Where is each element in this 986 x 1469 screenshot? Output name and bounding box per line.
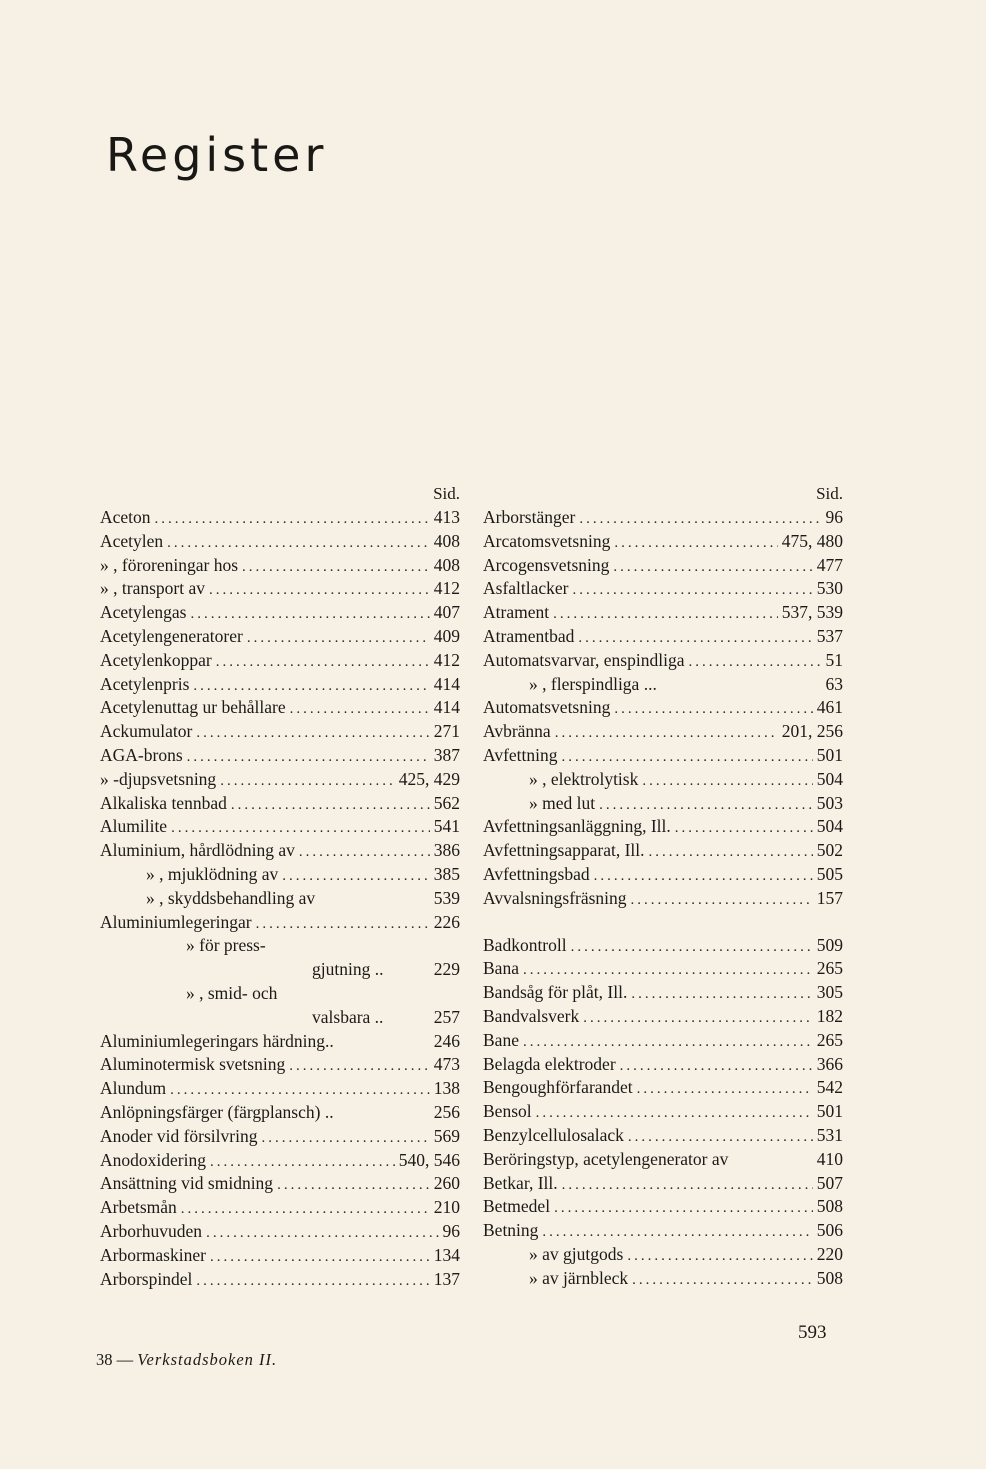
index-term: » -djupsvetsning (100, 768, 217, 789)
index-term: Bane (483, 1029, 519, 1050)
index-entry (483, 506, 843, 530)
index-term: » , skyddsbehandling av (146, 887, 316, 908)
index-term: Avvalsningsfräsning (483, 887, 627, 908)
leader-dots (632, 1269, 813, 1293)
index-term: Betmedel (483, 1196, 551, 1217)
leader-dots (187, 746, 430, 770)
leader-dots (542, 1221, 812, 1245)
index-page-ref: 157 (816, 887, 843, 908)
leader-dots (620, 1055, 813, 1079)
index-term: Avfettningsbad (483, 863, 590, 884)
index-entry (483, 720, 843, 744)
index-term: Belagda elektroder (483, 1053, 616, 1074)
index-term: Arbormaskiner (100, 1244, 206, 1265)
index-entry (483, 887, 843, 911)
index-term: Benzylcellulosalack (483, 1124, 624, 1145)
index-entry (100, 863, 460, 887)
index-term: Aceton (100, 507, 151, 527)
index-column-left (100, 482, 460, 1291)
index-page-ref: 96 (825, 507, 843, 527)
index-term: Ansättning vid smidning (100, 1173, 274, 1194)
index-page-ref: 407 (433, 602, 460, 623)
leader-dots (206, 1222, 438, 1246)
index-column-right (483, 482, 843, 1291)
leader-dots (299, 841, 430, 865)
index-page-ref: 201, 256 (781, 721, 843, 742)
leader-dots (627, 1245, 812, 1269)
index-term: Acetylenuttag ur behållare (100, 697, 286, 718)
index-page-ref: 134 (433, 1244, 460, 1265)
leader-dots (571, 936, 813, 960)
index-term: Anodoxidering (100, 1149, 206, 1170)
leader-dots (523, 1031, 813, 1055)
index-page-ref: 461 (816, 697, 843, 718)
leader-dots (649, 841, 813, 865)
index-term: Aluminium, hårdlödning av (100, 840, 295, 861)
index-entry (483, 957, 843, 981)
index-entry (483, 1053, 843, 1077)
index-page-ref: 271 (433, 721, 460, 742)
index-entry (100, 601, 460, 625)
leader-dots (536, 1102, 813, 1126)
index-entry (100, 1053, 460, 1077)
index-page-ref: 256 (433, 1101, 460, 1122)
index-entry (483, 1195, 843, 1219)
index-entry (100, 815, 460, 839)
index-page-ref: 531 (816, 1124, 843, 1145)
leader-dots (196, 1270, 429, 1294)
index-term: Arborspindel (100, 1268, 193, 1289)
leader-dots (231, 794, 430, 818)
index-term: Ackumulator (100, 721, 193, 742)
sid-label: Sid. (433, 484, 460, 503)
index-page-ref: 537 (816, 625, 843, 646)
index-entry (100, 696, 460, 720)
leader-dots (277, 1174, 430, 1198)
index-page-ref: 502 (816, 840, 843, 861)
leader-dots (614, 698, 812, 722)
index-entry (483, 673, 843, 697)
index-entry (483, 1267, 843, 1291)
index-term: Bana (483, 958, 519, 979)
index-entry (483, 1243, 843, 1267)
leader-dots (573, 579, 813, 603)
index-term: Beröringstyp, acetylengenerator av (483, 1148, 729, 1169)
index-term: Alumilite (100, 816, 168, 837)
index-term: Avfettningsapparat, Ill. (483, 840, 645, 861)
index-entry (100, 554, 460, 578)
index-page-ref: 385 (433, 863, 460, 884)
index-term: Acetylen (100, 530, 164, 551)
index-page-ref: 414 (433, 697, 460, 718)
index-entry (483, 863, 843, 887)
leader-dots (220, 770, 395, 794)
index-entry (483, 839, 843, 863)
leader-dots (242, 556, 430, 580)
index-page-ref: 541 (433, 816, 460, 837)
index-list-left (100, 506, 460, 1291)
index-term: Arbetsmån (100, 1197, 177, 1218)
index-page-ref: 537, 539 (781, 602, 843, 623)
index-entry (100, 1196, 460, 1220)
leader-dots (562, 746, 813, 770)
index-entry (100, 577, 460, 601)
index-entry (100, 1101, 460, 1125)
index-entry (100, 1077, 460, 1101)
index-term: Atrament (483, 602, 550, 623)
index-page-ref: 540, 546 (398, 1149, 460, 1170)
index-entry (483, 577, 843, 601)
index-page-ref: 507 (816, 1172, 843, 1193)
index-entry (483, 792, 843, 816)
index-page-ref: 539 (433, 887, 460, 908)
index-entry (483, 554, 843, 578)
index-term: AGA-brons (100, 744, 183, 765)
index-entry (100, 982, 460, 1006)
leader-dots (171, 817, 430, 841)
index-entry (100, 625, 460, 649)
index-term: Avbränna (483, 721, 551, 742)
index-page-ref: 569 (433, 1125, 460, 1146)
index-page-ref: 409 (433, 625, 460, 646)
leader-dots (210, 1151, 395, 1175)
page-number: 593 (798, 1322, 827, 1343)
index-page-ref: 257 (433, 1006, 460, 1027)
index-page-ref: 366 (816, 1053, 843, 1074)
index-page-ref: 386 (433, 840, 460, 861)
index-term: Arcatomsvetsning (483, 530, 611, 551)
leader-dots (290, 698, 430, 722)
index-term: Arborstänger (483, 507, 576, 527)
leader-dots (289, 1055, 430, 1079)
index-term: valsbara .. (312, 1006, 384, 1027)
index-entry (483, 1005, 843, 1029)
index-page-ref: 137 (433, 1268, 460, 1289)
index-entry (483, 1124, 843, 1148)
index-entry (100, 673, 460, 697)
index-entry (483, 1148, 843, 1172)
index-term: » för press- (186, 935, 266, 956)
index-page-ref: 210 (433, 1197, 460, 1218)
index-entry (483, 625, 843, 649)
index-term: Betning (483, 1220, 539, 1241)
leader-dots (614, 532, 777, 556)
index-term: » , elektrolytisk (529, 768, 639, 789)
index-page-ref: 506 (816, 1220, 843, 1241)
index-term: » , mjuklödning av (146, 863, 279, 884)
index-page-ref: 425, 429 (398, 768, 460, 789)
leader-dots (675, 817, 813, 841)
index-page-ref: 229 (433, 959, 460, 980)
index-term: Aluminotermisk svetsning (100, 1054, 286, 1075)
index-term: Automatsvetsning (483, 697, 611, 718)
index-page-ref: 220 (816, 1243, 843, 1264)
index-entry (100, 887, 460, 911)
index-page-ref: 503 (816, 792, 843, 813)
index-term: Aluminiumlegeringars härdning.. (100, 1030, 334, 1051)
index-entry (483, 934, 843, 958)
index-entry (483, 981, 843, 1005)
index-entry (483, 815, 843, 839)
index-page-ref: 412 (433, 649, 460, 670)
index-page-ref: 412 (433, 578, 460, 599)
index-page-ref: 265 (816, 1029, 843, 1050)
leader-dots (613, 556, 812, 580)
index-entry (483, 601, 843, 625)
leader-dots (628, 1126, 813, 1150)
index-entry (100, 792, 460, 816)
index-entry (100, 1125, 460, 1149)
leader-dots (631, 983, 812, 1007)
leader-dots (583, 1007, 813, 1031)
index-term: Automatsvarvar, enspindliga (483, 649, 685, 670)
index-term: Acetylenpris (100, 673, 190, 694)
index-entry (100, 744, 460, 768)
leader-dots (631, 889, 813, 913)
index-page-ref: 509 (816, 934, 843, 955)
index-term: Asfaltlacker (483, 578, 569, 599)
leader-dots (193, 675, 429, 699)
index-page-ref: 475, 480 (781, 530, 843, 551)
index-entry (100, 506, 460, 530)
index-term: Arcogensvetsning (483, 554, 610, 575)
index-entry (483, 768, 843, 792)
index-term: Betkar, Ill. (483, 1172, 558, 1193)
leader-dots (155, 508, 430, 532)
index-term: Alkaliska tennbad (100, 792, 227, 813)
leader-dots (216, 651, 430, 675)
index-page-ref: 504 (816, 768, 843, 789)
index-term: Atramentbad (483, 625, 575, 646)
index-page-ref: 414 (433, 673, 460, 694)
index-entry (100, 530, 460, 554)
index-term: » , föroreningar hos (100, 554, 239, 575)
index-entry (483, 1076, 843, 1100)
index-term: Bandsåg för plåt, Ill. (483, 982, 628, 1003)
leader-dots (642, 770, 812, 794)
leader-dots (562, 1174, 813, 1198)
index-entry (483, 744, 843, 768)
index-term: » av järnbleck (529, 1267, 629, 1288)
index-entry (483, 1172, 843, 1196)
index-term: » , flerspindliga ... (529, 673, 657, 694)
index-entry (483, 1100, 843, 1124)
leader-dots (210, 1246, 430, 1270)
index-entry (100, 911, 460, 935)
index-entry (100, 1006, 460, 1030)
index-page-ref: 408 (433, 554, 460, 575)
index-page-ref: 562 (433, 792, 460, 813)
index-page-ref: 410 (816, 1148, 843, 1169)
signature-number: 38 — (96, 1350, 134, 1369)
index-page-ref: 182 (816, 1005, 843, 1026)
index-page-ref: 265 (816, 958, 843, 979)
index-entry (100, 720, 460, 744)
index-term: gjutning .. (312, 959, 384, 980)
index-page-ref: 96 (442, 1220, 460, 1241)
index-term: Avfettning (483, 744, 558, 765)
leader-dots (181, 1198, 430, 1222)
index-term: Badkontroll (483, 934, 567, 955)
index-page-ref: 477 (816, 554, 843, 575)
index-entry (100, 768, 460, 792)
index-entry (483, 696, 843, 720)
index-page-ref: 51 (825, 649, 843, 670)
leader-dots (637, 1078, 813, 1102)
leader-dots (247, 627, 430, 651)
index-term: » , transport av (100, 578, 205, 599)
index-term: Aluminiumlegeringar (100, 911, 252, 932)
leader-dots (554, 1197, 813, 1221)
leader-dots (256, 913, 430, 937)
index-page-ref: 63 (825, 673, 843, 694)
leader-dots (282, 865, 430, 889)
index-term: Bensol (483, 1101, 532, 1122)
index-page-ref: 501 (816, 1101, 843, 1122)
leader-dots (553, 603, 778, 627)
index-term: Arborhuvuden (100, 1220, 203, 1241)
index-page-ref: 226 (433, 911, 460, 932)
leader-dots (261, 1127, 429, 1151)
leader-dots (688, 651, 821, 675)
index-term: Acetylengeneratorer (100, 625, 243, 646)
leader-dots (167, 532, 430, 556)
index-entry (100, 1030, 460, 1054)
leader-dots (555, 722, 778, 746)
leader-dots (191, 603, 430, 627)
index-page-ref: 501 (816, 744, 843, 765)
index-list-right (483, 506, 843, 1291)
index-page-ref: 413 (433, 507, 460, 527)
index-entry (483, 530, 843, 554)
leader-dots (599, 794, 813, 818)
index-page-ref: 408 (433, 530, 460, 551)
index-term: Alundum (100, 1078, 167, 1099)
leader-dots (523, 959, 813, 983)
index-term: Anlöpningsfärger (färgplansch) .. (100, 1101, 334, 1122)
index-term: Acetylengas (100, 602, 187, 623)
index-page-ref: 305 (816, 982, 843, 1003)
index-entry (100, 1149, 460, 1173)
index-entry (100, 934, 460, 958)
index-entry (100, 1268, 460, 1292)
index-page-ref: 260 (433, 1173, 460, 1194)
index-term: » med lut (529, 792, 596, 813)
sid-label: Sid. (816, 484, 843, 503)
index-term: Bengoughförfarandet (483, 1077, 633, 1098)
book-title: Verkstadsboken II. (137, 1350, 278, 1369)
footer-signature (96, 1350, 277, 1370)
index-entry (100, 649, 460, 673)
index-entry (483, 649, 843, 673)
leader-dots (578, 627, 812, 651)
index-page-ref: 504 (816, 816, 843, 837)
index-entry (100, 839, 460, 863)
index-entry (100, 1220, 460, 1244)
index-page-ref: 138 (433, 1078, 460, 1099)
index-page-ref: 508 (816, 1267, 843, 1288)
index-term: Acetylenkoppar (100, 649, 212, 670)
index-page-ref: 530 (816, 578, 843, 599)
index-page-ref: 246 (433, 1030, 460, 1051)
index-page-ref: 387 (433, 744, 460, 765)
index-page-ref: 473 (433, 1054, 460, 1075)
index-term: » , smid- och (186, 982, 278, 1003)
index-page-ref: 542 (816, 1077, 843, 1098)
leader-dots (594, 865, 813, 889)
index-term: » av gjutgods (529, 1243, 624, 1264)
index-page-ref: 508 (816, 1196, 843, 1217)
index-entry (100, 1172, 460, 1196)
index-term: Avfettningsanläggning, Ill. (483, 816, 671, 837)
index-entry (100, 1244, 460, 1268)
index-page-ref: 505 (816, 863, 843, 884)
index-term: Anoder vid försilvring (100, 1125, 258, 1146)
leader-dots (170, 1079, 430, 1103)
index-entry (483, 1029, 843, 1053)
leader-dots (579, 508, 821, 532)
index-entry (100, 958, 460, 982)
leader-dots (196, 722, 429, 746)
page-title: Register (106, 128, 328, 182)
index-entry (483, 1219, 843, 1243)
index-term: Bandvalsverk (483, 1005, 580, 1026)
leader-dots (209, 579, 430, 603)
